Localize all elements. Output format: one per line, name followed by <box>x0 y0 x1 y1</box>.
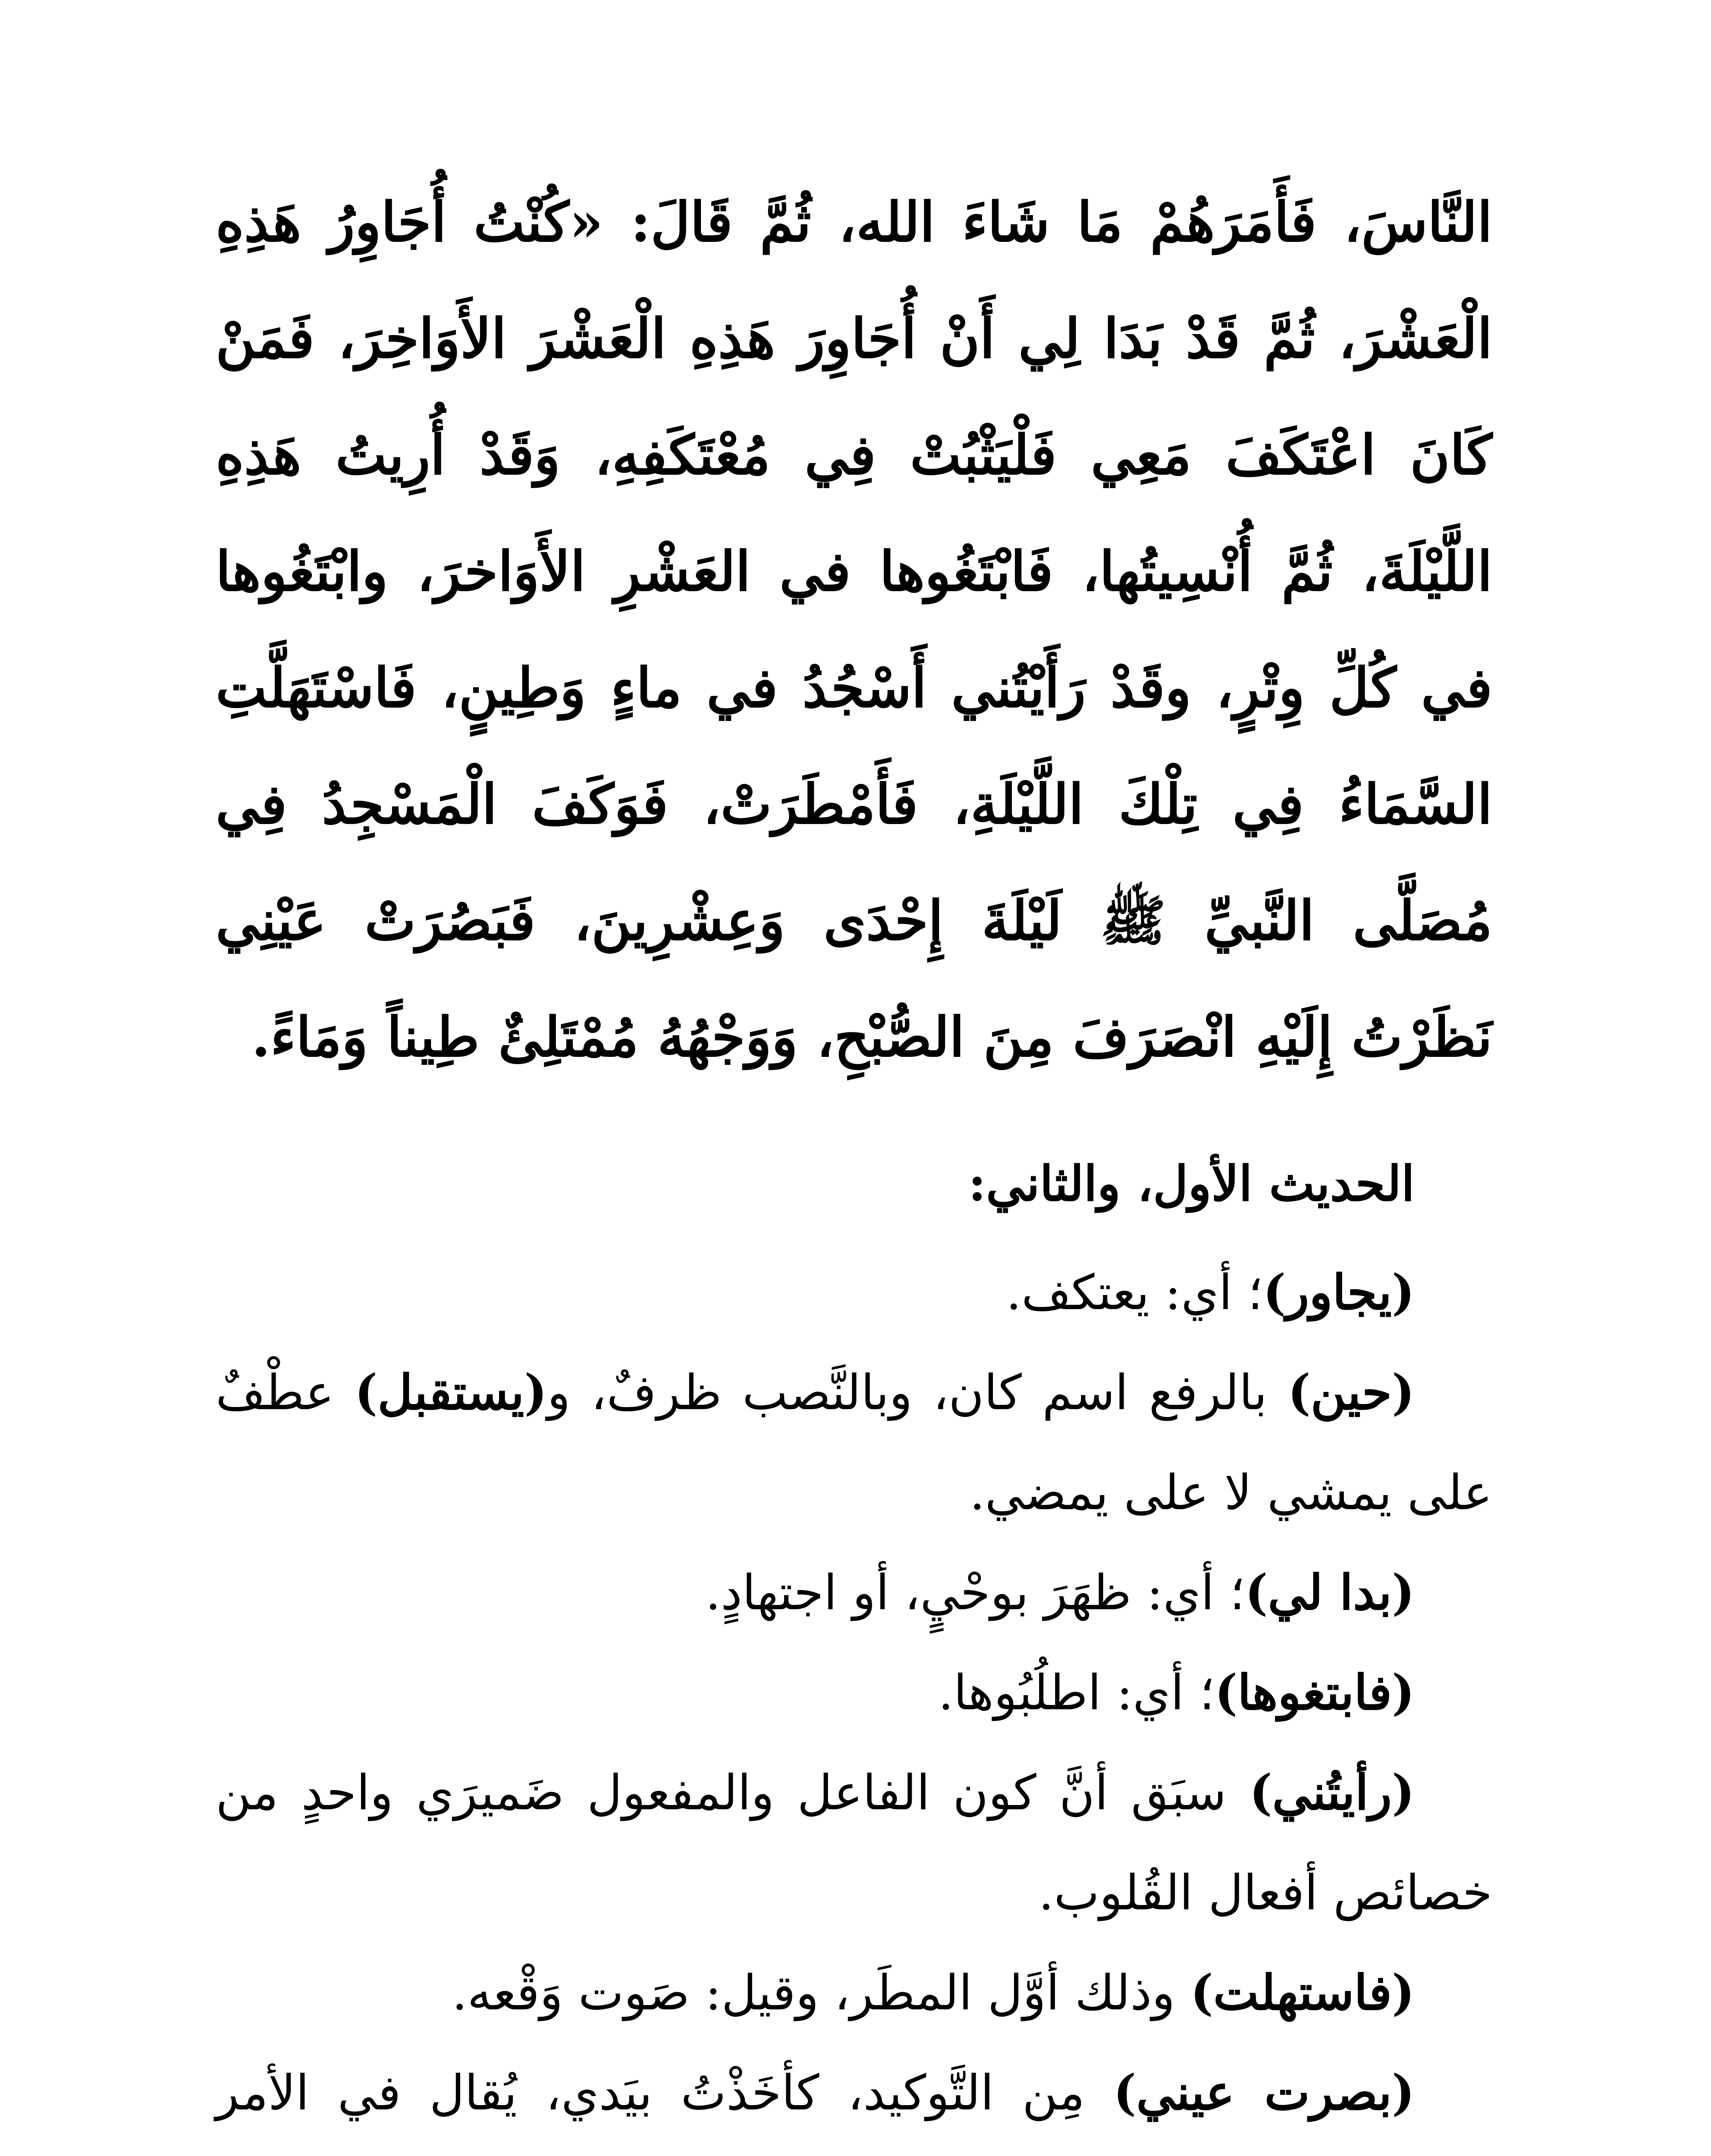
note-term-secondary: (يستقبل) <box>355 1364 547 1421</box>
note-fastahallat <box>216 1943 1492 2043</box>
note-term: (رأيتُني) <box>1249 1764 1415 1821</box>
note-term: (يجاور) <box>1263 1264 1415 1321</box>
note-basurat-ayni <box>216 2043 1492 2156</box>
note-term: (حين) <box>1287 1364 1415 1421</box>
note-yujawir <box>216 1243 1492 1343</box>
note-text-secondary: عطْفٌ على يمشي لا على يمضي. <box>216 1365 1492 1521</box>
note-text: ؛ أي: اطلُبُوها. <box>938 1665 1215 1721</box>
book-page <box>216 164 1492 2156</box>
note-text: ؛ أي: ظهَرَ بوحْيٍ، أو اجتهادٍ. <box>705 1565 1245 1621</box>
hadith-text-block <box>216 164 1492 1095</box>
explanation-section <box>216 1134 1492 2156</box>
note-bada-li <box>216 1543 1492 1643</box>
note-term: (بصرت عيني) <box>1113 2065 1415 2121</box>
note-fabtaghuha <box>216 1643 1492 1743</box>
note-term: (فابتغوها) <box>1215 1664 1415 1721</box>
note-text: سبَق أنَّ كون الفاعل والمفعول ضَميرَي واحدٍ من خصائص أفعال القُلوب. <box>216 1765 1492 1921</box>
note-text: وذلك أوَّل المطَر، وقيل: صَوت وَقْعه. <box>452 1965 1191 2021</box>
note-hin <box>216 1343 1492 1543</box>
note-text: ؛ أي: يعتكف. <box>1006 1265 1263 1321</box>
note-term: (فاستهلت) <box>1190 1965 1415 2021</box>
note-term: (بدا لي) <box>1245 1564 1415 1621</box>
note-text: مِن التَّوكيد، كأخَذْتُ بيَدي، يُقال في الأمر <box>216 2065 1085 2121</box>
note-raaytuni <box>216 1743 1492 1943</box>
explanation-heading: الحديث الأول، والثاني: <box>968 1156 1415 1212</box>
hadith-text: النَّاسَ، فَأَمَرَهُمْ مَا شَاءَ الله، ثُمَّ قَالَ: «كُنْتُ أُجَاوِرُ هَذِهِ الْعَشْرَ، ثُمَّ قَدْ بَدَا لِي أَنْ أُجَاوِرَ هَذِهِ الْعَشْرَ الأَوَاخِرَ، فَمَنْ كَانَ اعْتَكَفَ مَعِي فَلْيَثْبُتْ فِي مُعْتَكَفِهِ، وَقَدْ أُرِيتُ هَذِهِ اللَّيْلَةَ، ثُمَّ أُنْسِيتُها، فَابْتَغُوها في العَشْرِ الأَوَاخرَ، وابْتَغُوها في كُلِّ وِتْرٍ، وقَدْ رَأَيْتُني أَسْجُدُ في ماءٍ وَطِينٍ، فَاسْتَهَلَّتِ السَّمَاءُ فِي تِلْكَ اللَّيْلَةِ، فَأَمْطَرَتْ، فَوَكَفَ الْمَسْجِدُ فِي مُصَلَّى النَّبيِّ ﷺ لَيْلَةَ إِحْدَى وَعِشْرِينَ، فَبَصُرَتْ عَيْنِي نَظَرْتُ إِلَيْهِ انْصَرَفَ مِنَ الصُّبْحِ، وَوَجْهُهُ مُمْتَلِئٌ طِيناً وَمَاءً. <box>216 190 1492 1069</box>
note-text: بالرفع اسم كان، وبالنَّصب ظرفٌ، و <box>547 1365 1288 1421</box>
